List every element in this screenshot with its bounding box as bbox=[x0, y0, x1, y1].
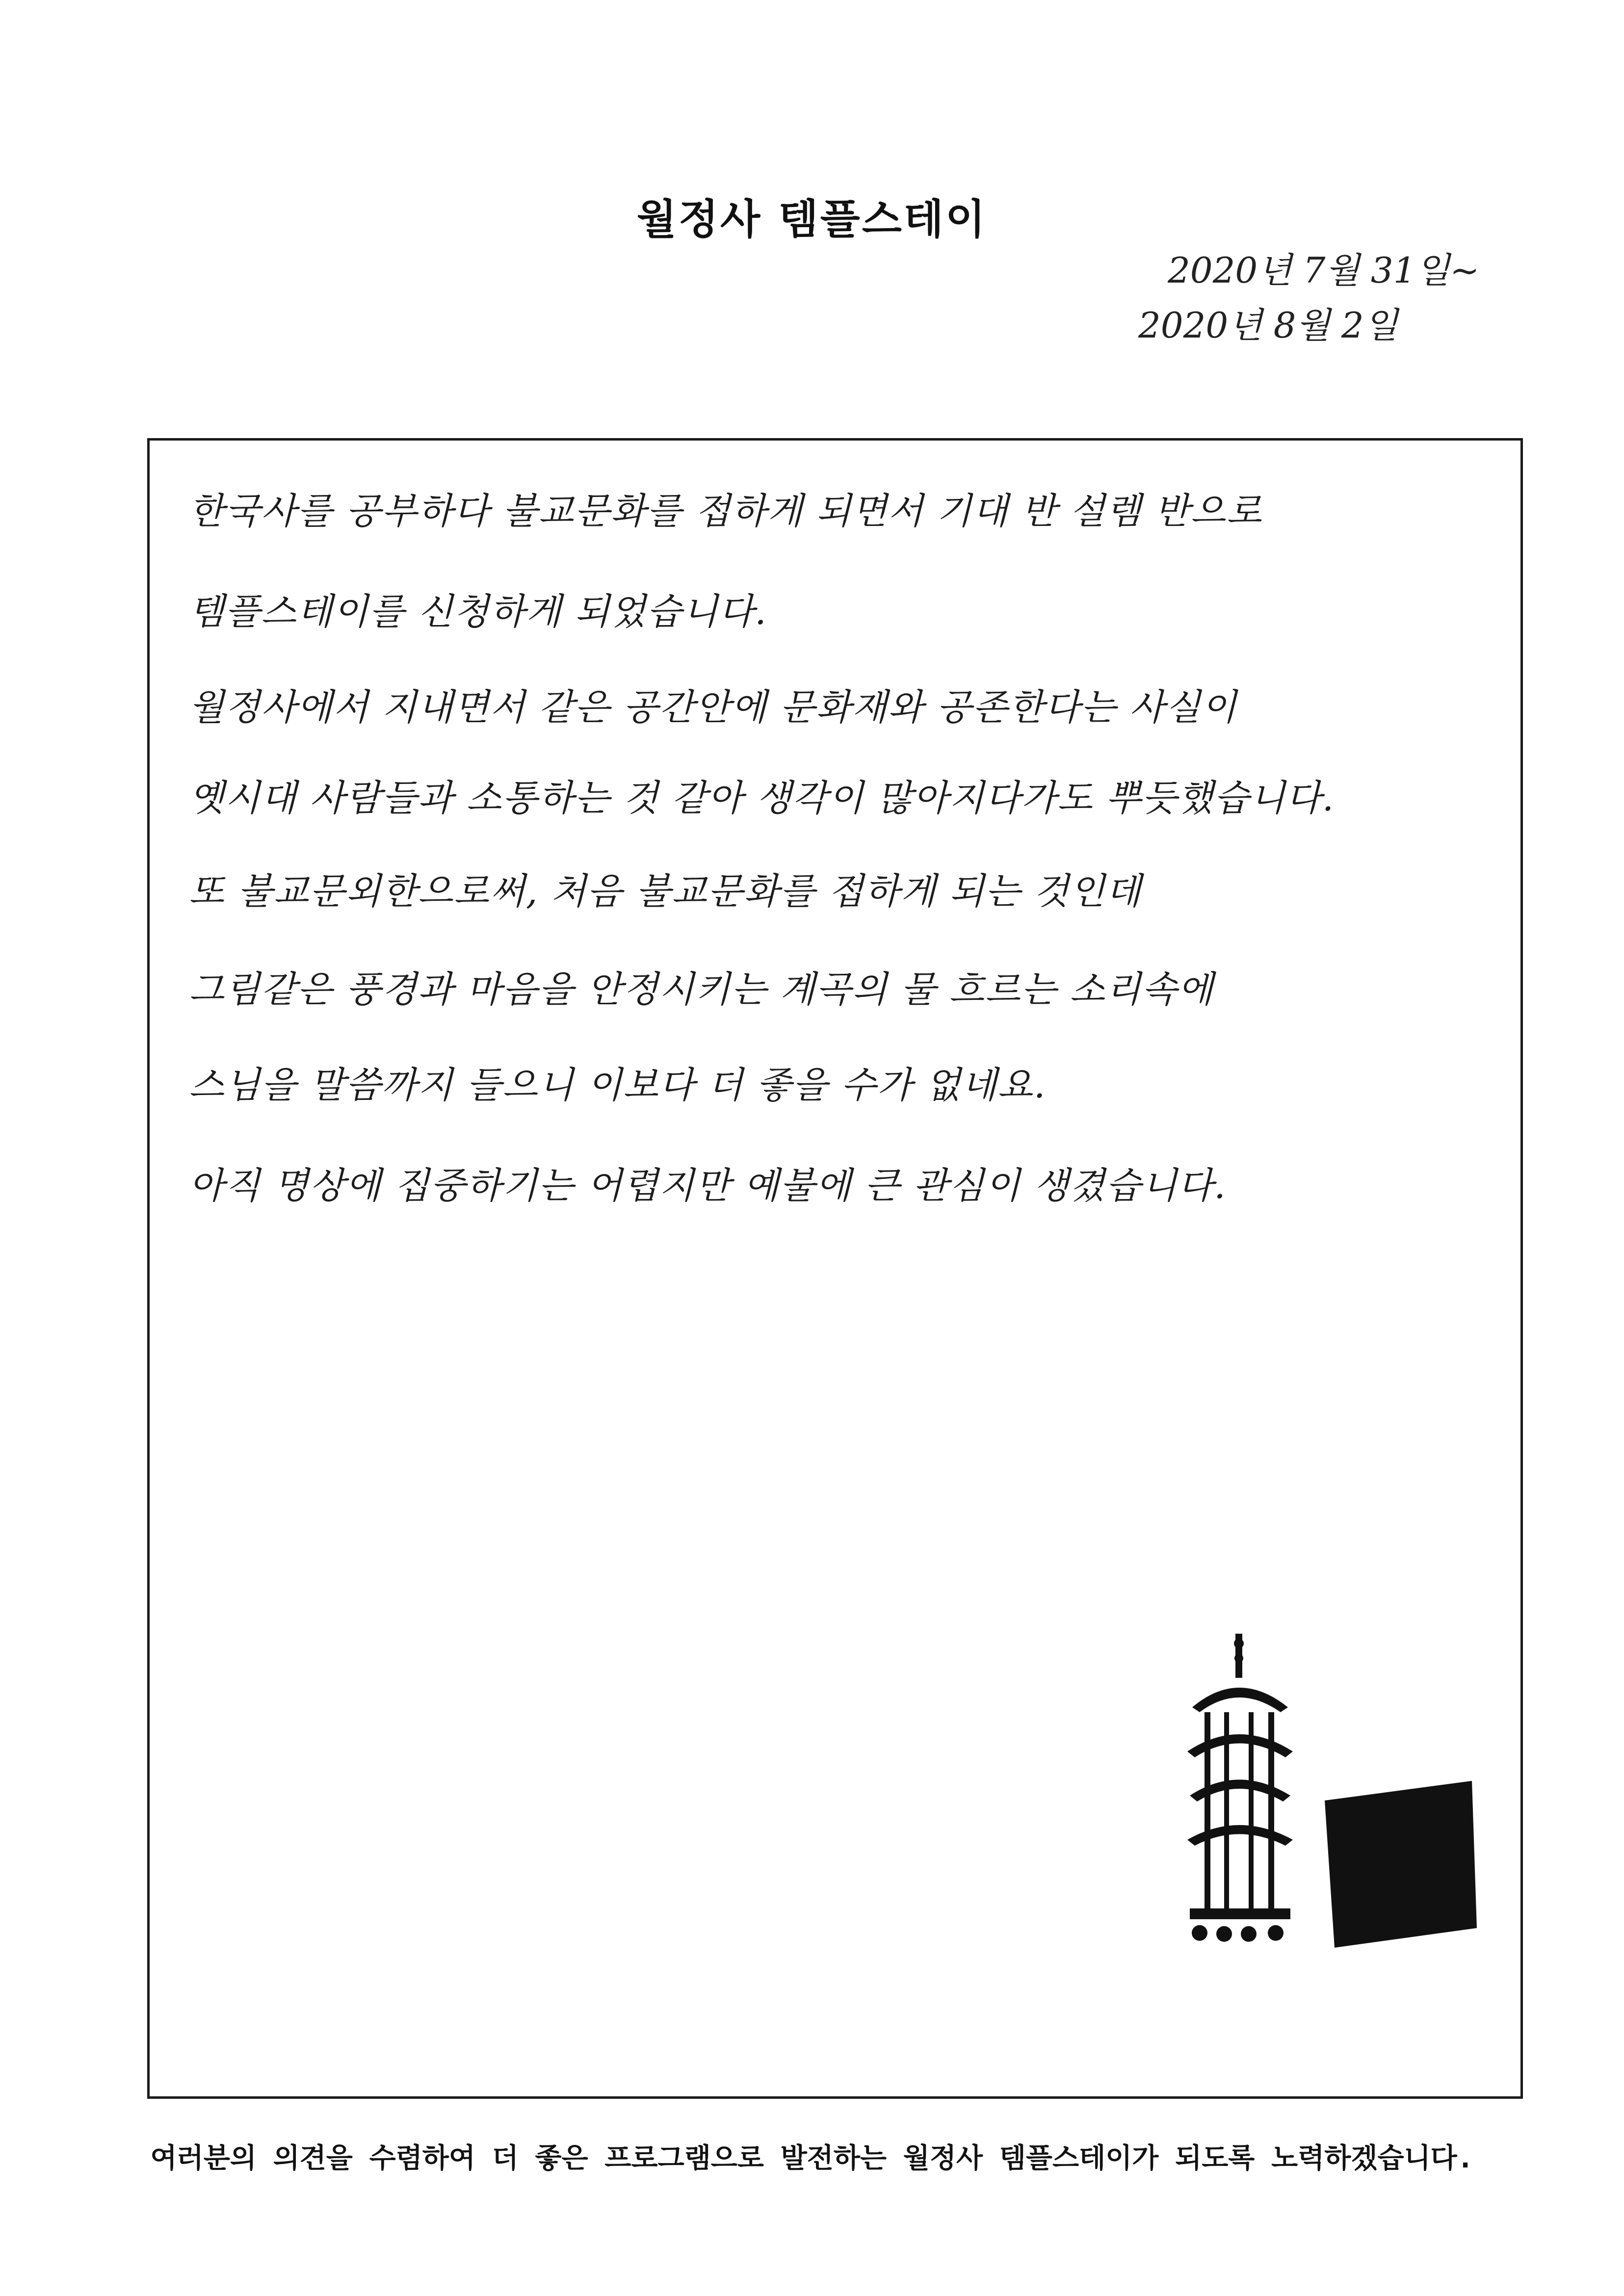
page-title: 월정사 템플스테이 bbox=[636, 195, 988, 243]
woljeongsa-seal-logo bbox=[1178, 1634, 1492, 1987]
letter-line-5: 또 불교문외한으로써, 처음 불교문화를 접하게 되는 것인데 bbox=[189, 870, 1142, 913]
letter-line-7: 스님을 말씀까지 들으니 이보다 더 좋을 수가 없네요. bbox=[189, 1064, 1047, 1106]
letter-line-8: 아직 명상에 집중하기는 어렵지만 예불에 큰 관심이 생겼습니다. bbox=[189, 1165, 1227, 1207]
letter-line-3: 월정사에서 지내면서 같은 공간안에 문화재와 공존한다는 사실이 bbox=[189, 686, 1238, 729]
stay-dates bbox=[1138, 243, 1541, 353]
letter-line-4: 옛시대 사람들과 소통하는 것 같아 생각이 많아지다가도 뿌듯했습니다. bbox=[189, 777, 1335, 819]
letter-line-1: 한국사를 공부하다 불교문화를 접하게 되면서 기대 반 설렘 반으로 bbox=[189, 490, 1263, 532]
footer-note: 여러분의 의견을 수렴하여 더 좋은 프로그램으로 발전하는 월정사 템플스테이가 되도록 노력하겠습니다. bbox=[150, 2142, 1474, 2174]
date-start: 2020년 7월 31일~ bbox=[1168, 250, 1480, 291]
pagoda-icon bbox=[1178, 1634, 1492, 1987]
letter-line-2: 템플스테이를 신청하게 되었습니다. bbox=[189, 591, 767, 633]
date-end: 2020년 8월 2일 bbox=[1138, 305, 1398, 346]
letter-line-6: 그림같은 풍경과 마음을 안정시키는 계곡의 물 흐르는 소리속에 bbox=[189, 968, 1214, 1011]
